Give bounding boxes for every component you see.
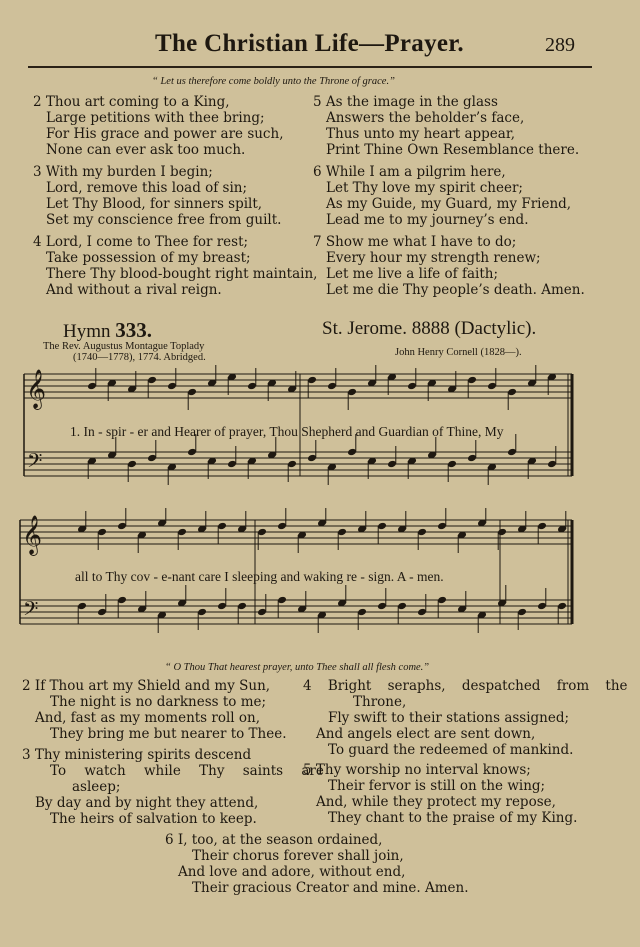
stanza-6 [165, 832, 469, 896]
stanza-4 [303, 678, 628, 758]
bass-clef-icon: 𝄢 [23, 597, 39, 625]
verse-line: Fly swift to their stations assigned; [328, 710, 570, 726]
tune-name: St. Jerome. 8888 (Dactylic). [322, 318, 537, 339]
verse-line: They bring me but nearer to Thee. [50, 726, 287, 742]
author-line-1: The Rev. Augustus Montague Toplady [43, 341, 205, 352]
verse-line: Every hour my strength renew; [326, 250, 541, 266]
verse-line: Lead me to my journey’s end. [326, 212, 529, 228]
verse-line: Throne, [353, 694, 407, 710]
verse-line: asleep; [72, 779, 121, 795]
treble-clef-icon: 𝄞 [22, 515, 43, 555]
verse-2 [33, 94, 283, 158]
verse-line: Let me die Thy people’s death. Amen. [326, 282, 585, 298]
verse-line: And, fast as my moments roll on, [35, 710, 261, 726]
verse-line: 5 As the image in the glass [313, 94, 498, 110]
verse-line: Let Thy love my spirit cheer; [326, 180, 523, 196]
page-number: 289 [545, 34, 575, 56]
verse-line: None can ever ask too much. [46, 142, 246, 158]
verse-line: 4 Bright seraphs, despatched from the [303, 678, 628, 694]
verse-line: 6 I, too, at the season ordained, [165, 832, 383, 848]
verse-line: Let Thy Blood, for sinners spilt, [46, 196, 263, 212]
verse-line: The night is no darkness to me; [50, 694, 267, 710]
hymn-number [63, 318, 152, 343]
author-line-2: (1740—1778), 1774. Abridged. [73, 352, 206, 363]
hymn-number-value: 333. [115, 318, 152, 342]
verse-line: Let me live a life of faith; [326, 266, 498, 282]
header-rule [28, 66, 592, 68]
verse-line: To guard the redeemed of mankind. [328, 742, 574, 758]
verse-line: 7 Show me what I have to do; [313, 234, 517, 250]
verse-line: Answers the beholder’s face, [326, 110, 525, 126]
stanza-3 [22, 747, 324, 827]
verse-line: As my Guide, my Guard, my Friend, [326, 196, 572, 212]
verse-3 [33, 164, 281, 228]
page-title: The Christian Life—Prayer. [155, 30, 464, 57]
verse-line: To watch while Thy saints are [50, 763, 324, 779]
lyric-line-1: 1. In - spir - er and Hearer of prayer, Thou Shepherd and Guardian of Thine, My [70, 424, 504, 439]
verse-line: By day and by night they attend, [35, 795, 259, 811]
verse-line: Large petitions with thee bring; [46, 110, 265, 126]
hymn-label: Hymn [63, 321, 111, 342]
verse-line: Their gracious Creator and mine. Amen. [192, 880, 469, 896]
verse-6 [313, 164, 571, 228]
verse-line: The heirs of salvation to keep. [50, 811, 257, 827]
verse-line: Thus unto my heart appear, [326, 126, 516, 142]
top-quote: “ Let us therefore come boldly unto the Throne of grace.” [152, 76, 395, 87]
verse-line: 2 If Thou art my Shield and my Sun, [22, 678, 271, 694]
verse-line: 2 Thou art coming to a King, [33, 94, 230, 110]
verse-line: And, while they protect my repose, [316, 794, 556, 810]
verse-line: There Thy blood-bought right maintain, [46, 266, 318, 282]
verse-line: And love and adore, without end, [178, 864, 406, 880]
verse-line: And without a rival reign. [46, 282, 222, 298]
bottom-quote: “ O Thou That hearest prayer, unto Thee shall all flesh come.” [165, 662, 430, 673]
verse-line: Lord, remove this load of sin; [46, 180, 248, 196]
verse-line: Set my conscience free from guilt. [46, 212, 282, 228]
verse-line: Print Thine Own Resemblance there. [326, 142, 580, 158]
treble-clef-icon: 𝄞 [26, 369, 47, 409]
verse-line: Their chorus forever shall join, [192, 848, 404, 864]
verse-4 [33, 234, 317, 298]
verse-line: 3 Thy ministering spirits descend [22, 747, 252, 763]
verse-5 [313, 94, 579, 158]
verse-line: 4 Lord, I come to Thee for rest; [33, 234, 249, 250]
verse-line: Their fervor is still on the wing; [328, 778, 546, 794]
verse-line: And angels elect are sent down, [316, 726, 536, 742]
verse-7 [313, 234, 585, 298]
bass-clef-icon: 𝄢 [27, 449, 43, 477]
composer: John Henry Cornell (1828—). [395, 347, 522, 358]
verse-line: 3 With my burden I begin; [33, 164, 213, 180]
stanza-5 [303, 762, 577, 826]
verse-line: 5 Thy worship no interval knows; [303, 762, 531, 778]
verse-line: For His grace and power are such, [46, 126, 284, 142]
lyric-line-2: all to Thy cov - e-nant care I sleeping and waking re - sign. A - men. [75, 569, 444, 584]
verse-line: 6 While I am a pilgrim here, [313, 164, 506, 180]
verse-line: They chant to the praise of my King. [328, 810, 578, 826]
stanza-2 [22, 678, 287, 742]
verse-line: Take possession of my breast; [46, 250, 251, 266]
